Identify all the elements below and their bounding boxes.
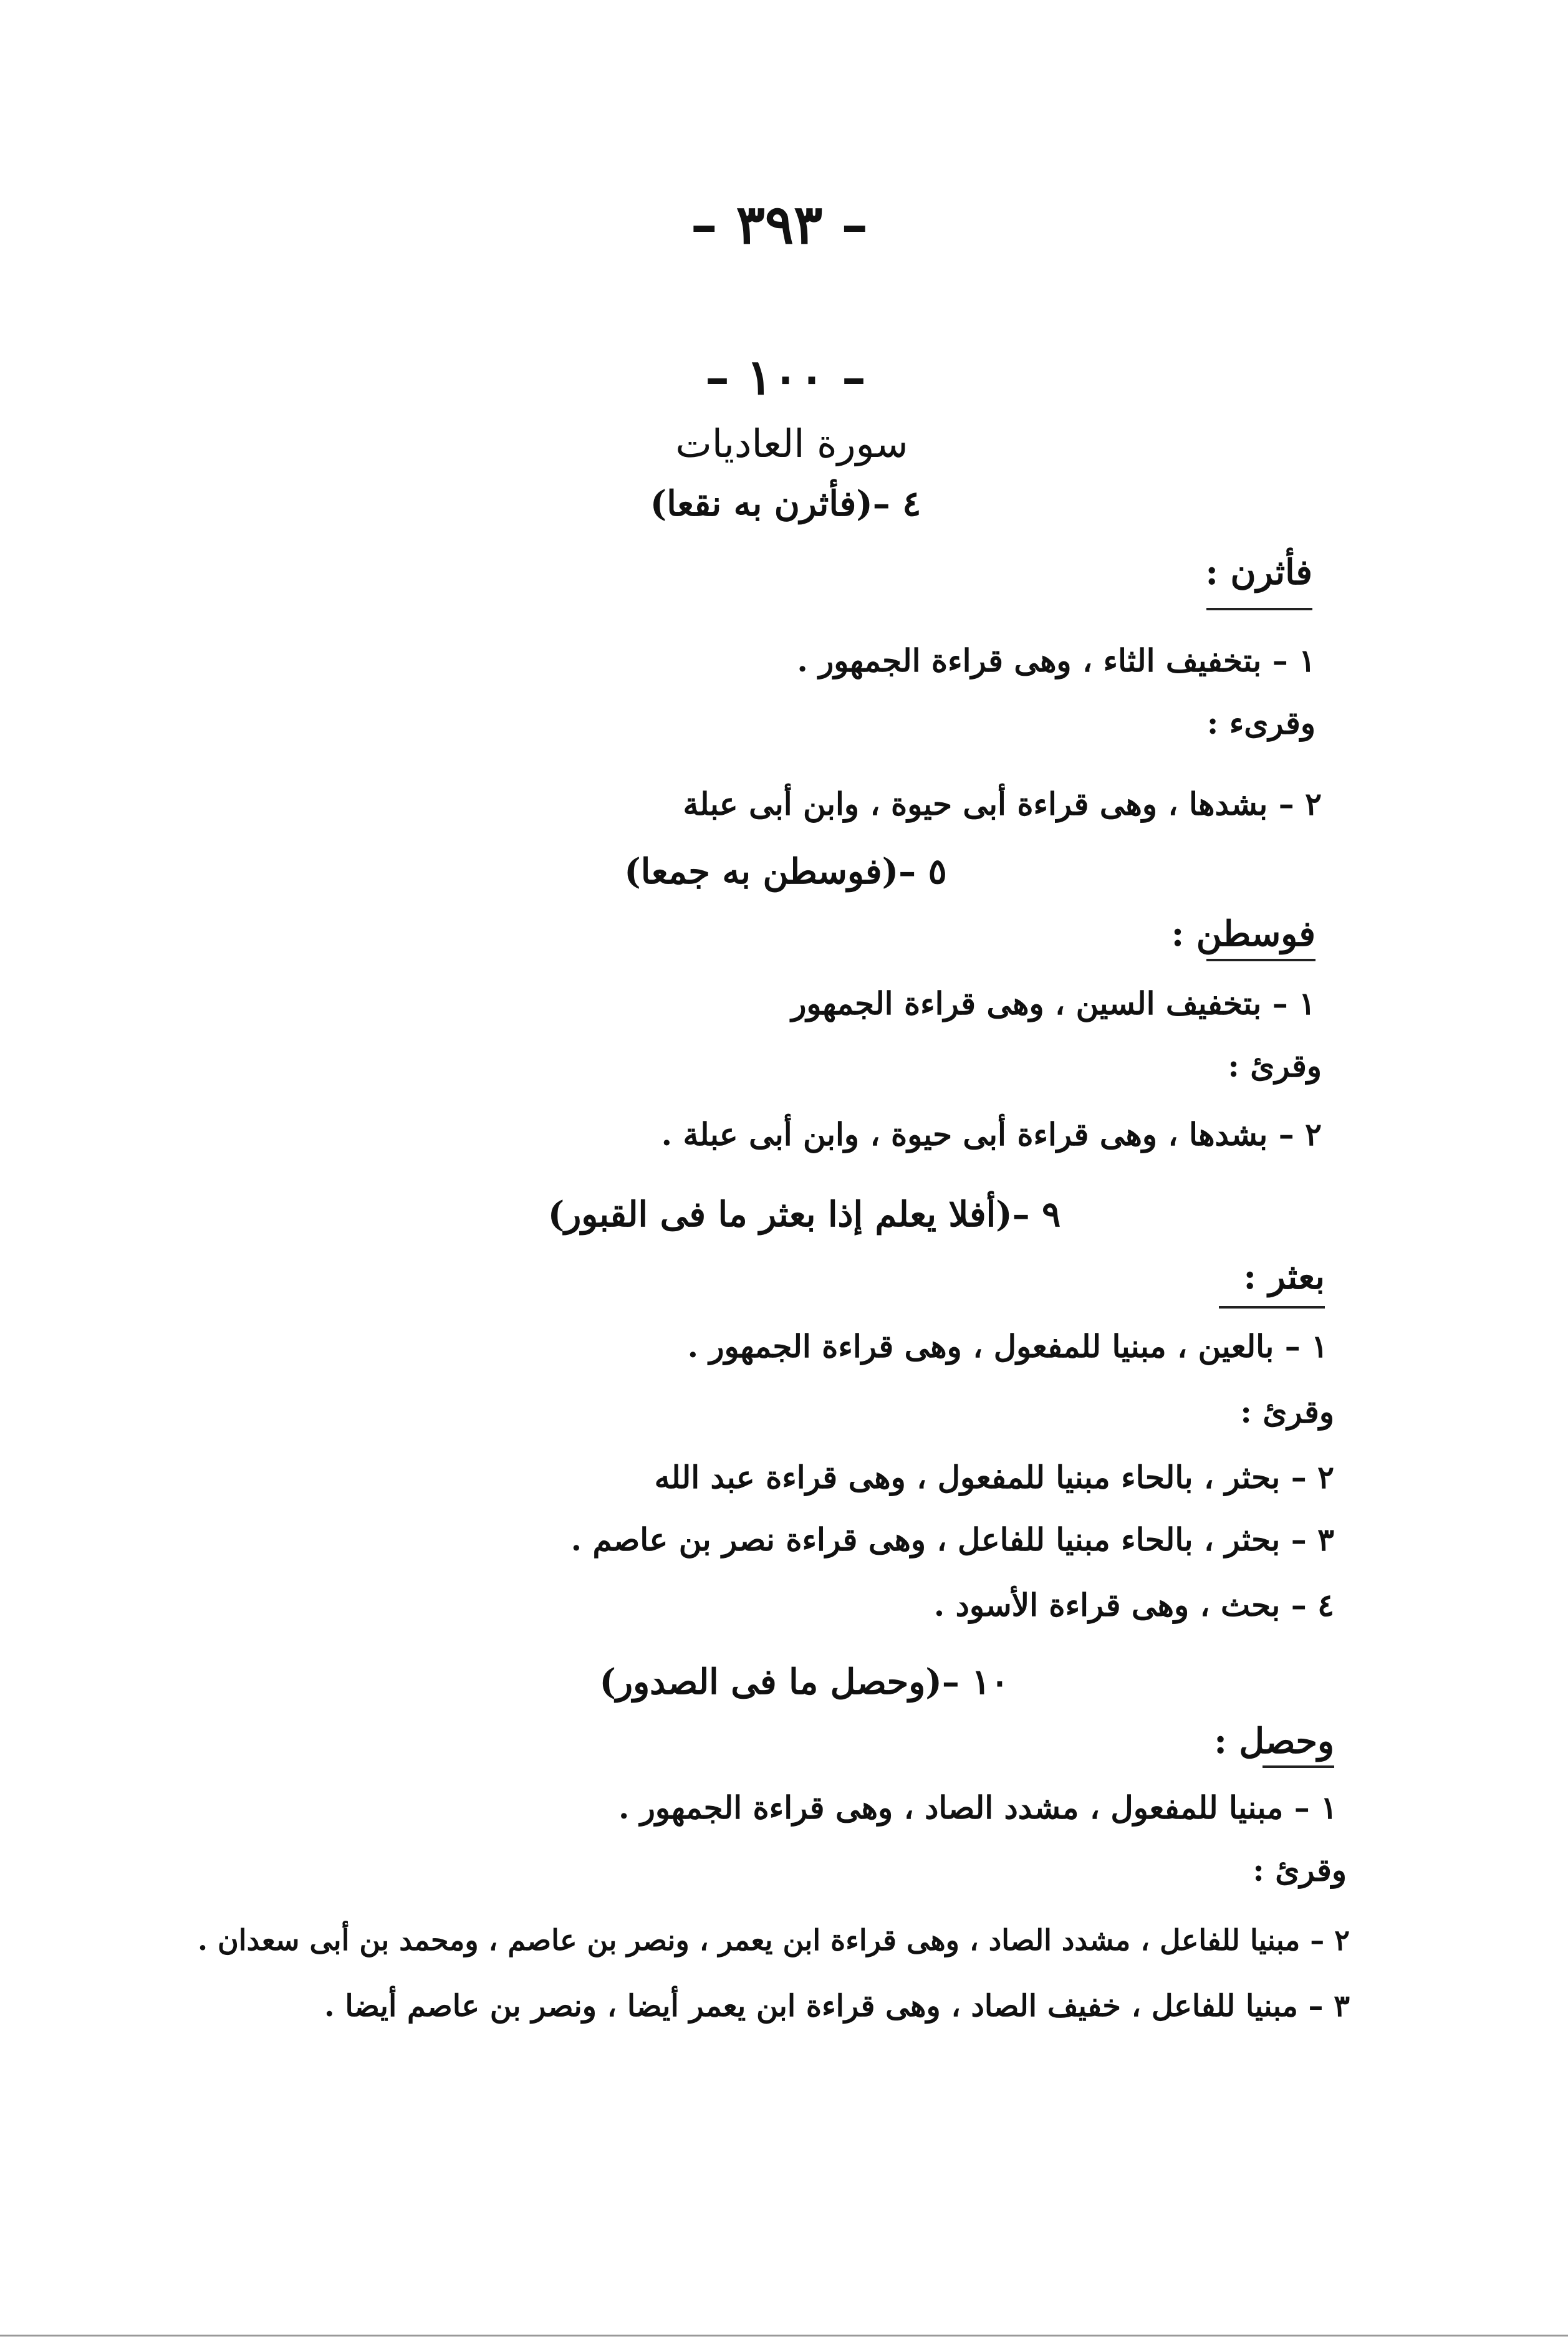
verse-heading: ٤ –(فأثرن به نقعا) (650, 483, 921, 524)
word-underline (1206, 959, 1315, 961)
reading-line: وقرئ : (1253, 1852, 1347, 1888)
reading-line: ٢ – مبنيا للفاعل ، مشدد الصاد ، وهى قراءة ابن يعمر ، ونصر بن عاصم ، ومحمد بن أبى سعدان . (197, 1923, 1350, 1957)
verse-heading: ٩ –(أفلا يعلم إذا بعثر ما فى القبور) (547, 1194, 1061, 1235)
reading-line: ٤ – بحث ، وهى قراءة الأسود . (933, 1587, 1334, 1623)
word-underline (1263, 1765, 1334, 1768)
verse-word: وحصل : (1214, 1721, 1334, 1762)
reading-line: ٢ – بشدها ، وهى قراءة أبى حيوة ، وابن أبى عبلة (683, 785, 1322, 822)
verse-word: بعثر : (1243, 1256, 1325, 1297)
sura-title: سورة العاديات (675, 421, 908, 466)
reading-line: ١ – بتخفيف الثاء ، وهى قراءة الجمهور . (797, 642, 1315, 679)
reading-line: ٢ – بشدها ، وهى قراءة أبى حيوة ، وابن أبى عبلة . (661, 1116, 1322, 1153)
reading-line: ٣ – مبنيا للفاعل ، خفيف الصاد ، وهى قراءة ابن يعمر أيضا ، ونصر بن عاصم أيضا . (324, 1989, 1350, 2024)
verse-heading: ٥ –(فوسطن به جمعا) (624, 851, 947, 892)
reading-line: ١ – بالعين ، مبنيا للمفعول ، وهى قراءة الجمهور . (687, 1328, 1328, 1365)
section-number: – ١٠٠ – (705, 349, 866, 406)
word-underline (1219, 1306, 1325, 1309)
verse-word: فأثرن : (1205, 552, 1312, 593)
page-number: – ٣٩٣ – (690, 193, 868, 256)
verse-word: فوسطن : (1171, 913, 1315, 954)
reading-line: وقرىء : (1206, 704, 1315, 741)
reading-line: وقرئ : (1240, 1393, 1334, 1430)
reading-line: وقرئ : (1228, 1047, 1322, 1084)
reading-line: ٢ – بحثر ، بالحاء مبنيا للمفعول ، وهى قراءة عبد الله (654, 1459, 1334, 1496)
word-underline (1206, 608, 1312, 610)
page-bottom-edge (0, 2335, 1568, 2337)
verse-heading: ١٠ –(وحصل ما فى الصدور) (599, 1661, 1009, 1703)
reading-line: ١ – مبنيا للمفعول ، مشدد الصاد ، وهى قراءة الجمهور . (618, 1789, 1337, 1826)
reading-line: ١ – بتخفيف السين ، وهى قراءة الجمهور (791, 985, 1315, 1022)
reading-line: ٣ – بحثر ، بالحاء مبنيا للفاعل ، وهى قراءة نصر بن عاصم . (570, 1521, 1334, 1558)
